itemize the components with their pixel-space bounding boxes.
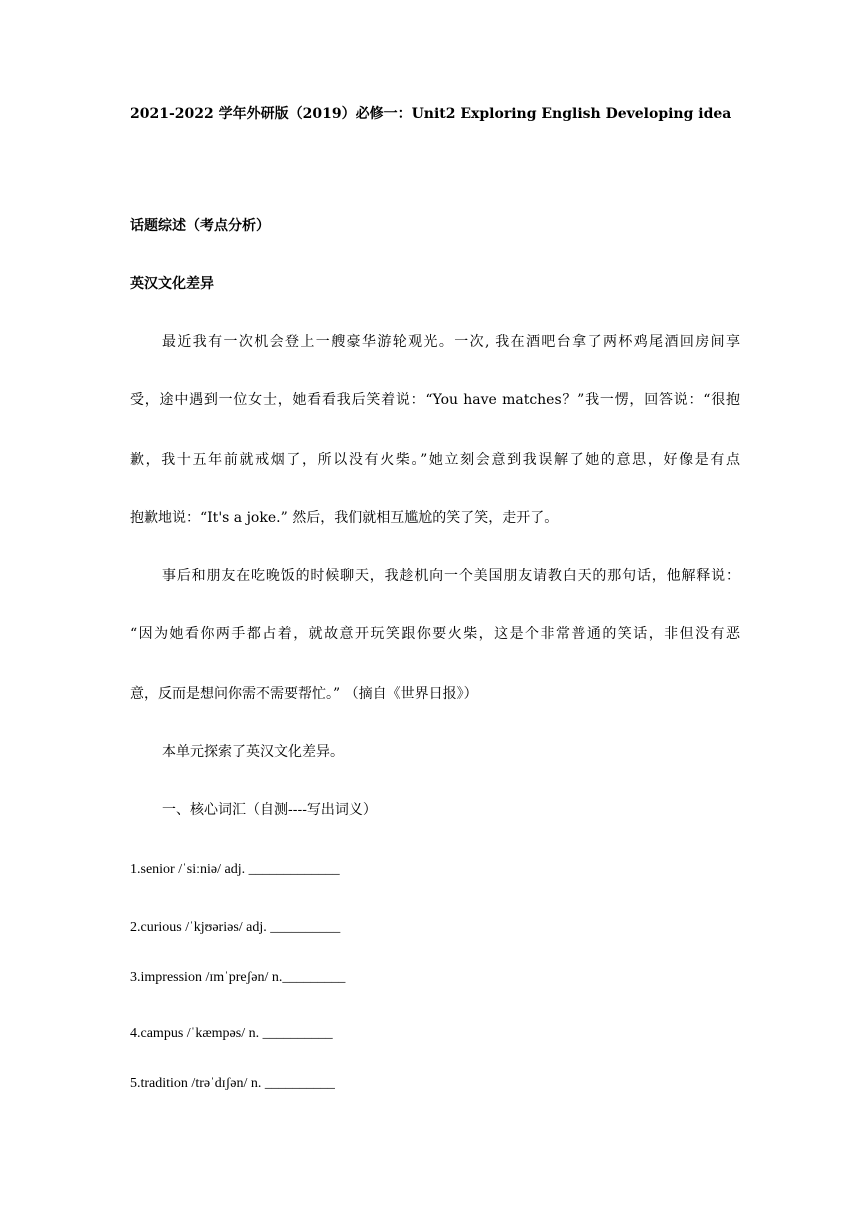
vocab-item-3: 3.impression /ɪmˈpreʃən/ n._________ — [130, 970, 346, 985]
vocab-heading: 一、核心词汇（自测----写出词义） — [162, 802, 377, 818]
story-p2-line-2: “因为她看你两手都占着，就故意开玩笑跟你要火柴，这是个非常普通的笑话，非但没有恶 — [130, 626, 740, 642]
vocab-item-5: 5.tradition /trəˈdɪʃən/ n. __________ — [130, 1076, 335, 1091]
story-p1-line-2: 受，途中遇到一位女士，她看看我后笑着说：“You have matches？”我一愣，回答说：“很抱 — [130, 392, 740, 408]
story-p1-line-4: 抱歉地说：“It's a joke.” 然后，我们就相互尴尬的笑了笑，走开了。 — [130, 510, 559, 526]
story-p3: 本单元探索了英汉文化差异。 — [162, 744, 344, 760]
topic-heading: 英汉文化差异 — [130, 276, 214, 292]
vocab-item-4: 4.campus /ˈkæmpəs/ n. __________ — [130, 1026, 333, 1041]
story-p2-line-1: 事后和朋友在吃晚饭的时候聊天，我趁机向一个美国朋友请教白天的那句话，他解释说： — [162, 568, 740, 584]
document-title: 2021-2022 学年外研版（2019）必修一：Unit2 Exploring English Developing idea — [130, 106, 732, 122]
story-p1-line-3: 歉，我十五年前就戒烟了，所以没有火柴。”她立刻会意到我误解了她的意思，好像是有点 — [130, 452, 740, 468]
section-heading: 话题综述（考点分析） — [130, 218, 270, 234]
vocab-item-2: 2.curious /ˈkjʊəriəs/ adj. __________ — [130, 920, 341, 935]
story-p1-line-1: 最近我有一次机会登上一艘豪华游轮观光。一次, 我在酒吧台拿了两杯鸡尾酒回房间享 — [162, 334, 740, 350]
vocab-item-1: 1.senior /ˈsiːniə/ adj. _____________ — [130, 862, 340, 877]
story-p2-line-3: 意，反而是想问你需不需要帮忙。” （摘自《世界日报》） — [130, 686, 478, 702]
